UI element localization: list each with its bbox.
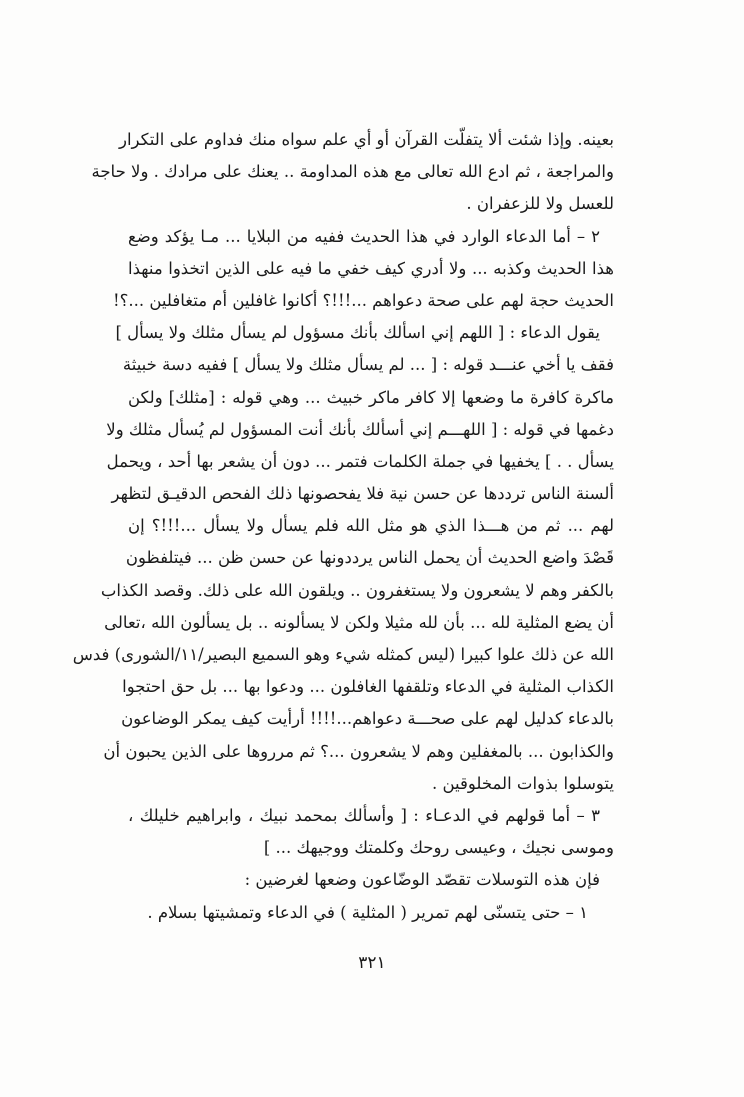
text-line: فقف يا أخي عنـــد قوله : [ ... لم يسأل مثلك ولا يسأل ] ففيه دسة خبيثة [122, 355, 614, 375]
text-line: الكذاب المثلية في الدعاء وتلقفها الغافلون ... ودعوا بها ... بل حق احتجوا [122, 677, 614, 697]
text-line: وموسى نجيك ، وعيسى روحك وكلمتك ووجيهك ... ] [263, 838, 614, 858]
text-line: الحديث حجة لهم على صحة دعواهم ...!!!؟ أكانوا غافلين أم متغافلين ...؟! [113, 290, 614, 310]
text-line: لهم ... ثم من هـــذا الذي هو مثل الله فلم يسأل ولا يسأل ...!!!؟ إن [128, 516, 614, 536]
text-line: ٢ – أما الدعاء الوارد في هذا الحديث ففيه من البلايا ... مـا يؤكد وضع [128, 226, 600, 246]
text-line: الله عن ذلك علوا كبيرا (ليس كمثله شيء وهو السميع البصير/١١/الشورى) فدس [72, 645, 614, 664]
page-number: ٣٢١ [358, 953, 386, 973]
text-line: يسأل . . ] يخفيها في جملة الكلمات فتمر ... دون أن يشعر بها أحد ، ويحمل [106, 451, 614, 471]
text-line: بالكفر وهم لا يشعرون ولا يستغفرون .. ويلقون الله على ذلك. وقصد الكذاب [100, 580, 614, 600]
text-line: فإن هذه التوسلات تقصّد الوضّاعون وضعها لغرضين : [244, 870, 600, 890]
text-line: هذا الحديث وكذبه ... ولا أدري كيف خفي ما فيه على الذين اتخذوا منهذا [128, 258, 614, 278]
text-line: بالدعاء كدليل لهم على صحـــة دعواهم...!!!! أرأيت كيف يمكر الوضاعون [121, 709, 614, 729]
text-line: ٣ – أما قولهم في الدعـاء : [ وأسألك بمحمد نبيك ، وابراهيم خليلك ، [128, 805, 600, 825]
text-line: للعسل ولا للزعفران . [466, 194, 614, 214]
text-line: دغمها في قوله : [ اللهـــم إني أسألك بأنك أنت المسؤول لم يُسأل مثلك ولا [106, 419, 614, 439]
text-line: يقول الدعاء : [ اللهم إني اسألك بأنك مسؤول لم يسأل مثلك ولا يسأل ] [115, 323, 600, 343]
body-text [72, 124, 614, 929]
text-line: والمراجعة ، ثم ادع الله تعالى مع هذه المداومة .. يعنك على مرادك . ولا حاجة [91, 162, 614, 182]
text-line: يتوسلوا بذوات المخلوقين . [431, 773, 614, 793]
text-line: ١ – حتى يتسنّى لهم تمرير ( المثلية ) في الدعاء وتمشيتها بسلام . [147, 902, 588, 922]
text-line: ماكرة كافرة ما وضعها إلا كافر ماكر خبيث ... وهي قوله : [مثلك] ولكن [128, 387, 614, 407]
text-line: والكذابون ... بالمغفلين وهم لا يشعرون ...؟ ثم مرروها على الذين يحبون أن [103, 741, 614, 761]
text-line: أن يضع المثلية لله ... بأن لله مثيلا ولكن لا يسألونه .. بل يسألون الله ،تعالى [104, 612, 614, 632]
text-line: ألسنة الناس ترددها عن حسن نية فلا يفحصونها ذلك الفحص الدقيـق لتظهر [111, 484, 614, 504]
text-line: بعينه. وإذا شئت ألا يتفلّت القرآن أو أي علم سواه منك فداوم على التكرار [119, 130, 614, 149]
text-line: قَصْدَ واضع الحديث أن يحمل الناس يرددونها عن حسن ظن ... فيتلفظون [125, 548, 614, 568]
